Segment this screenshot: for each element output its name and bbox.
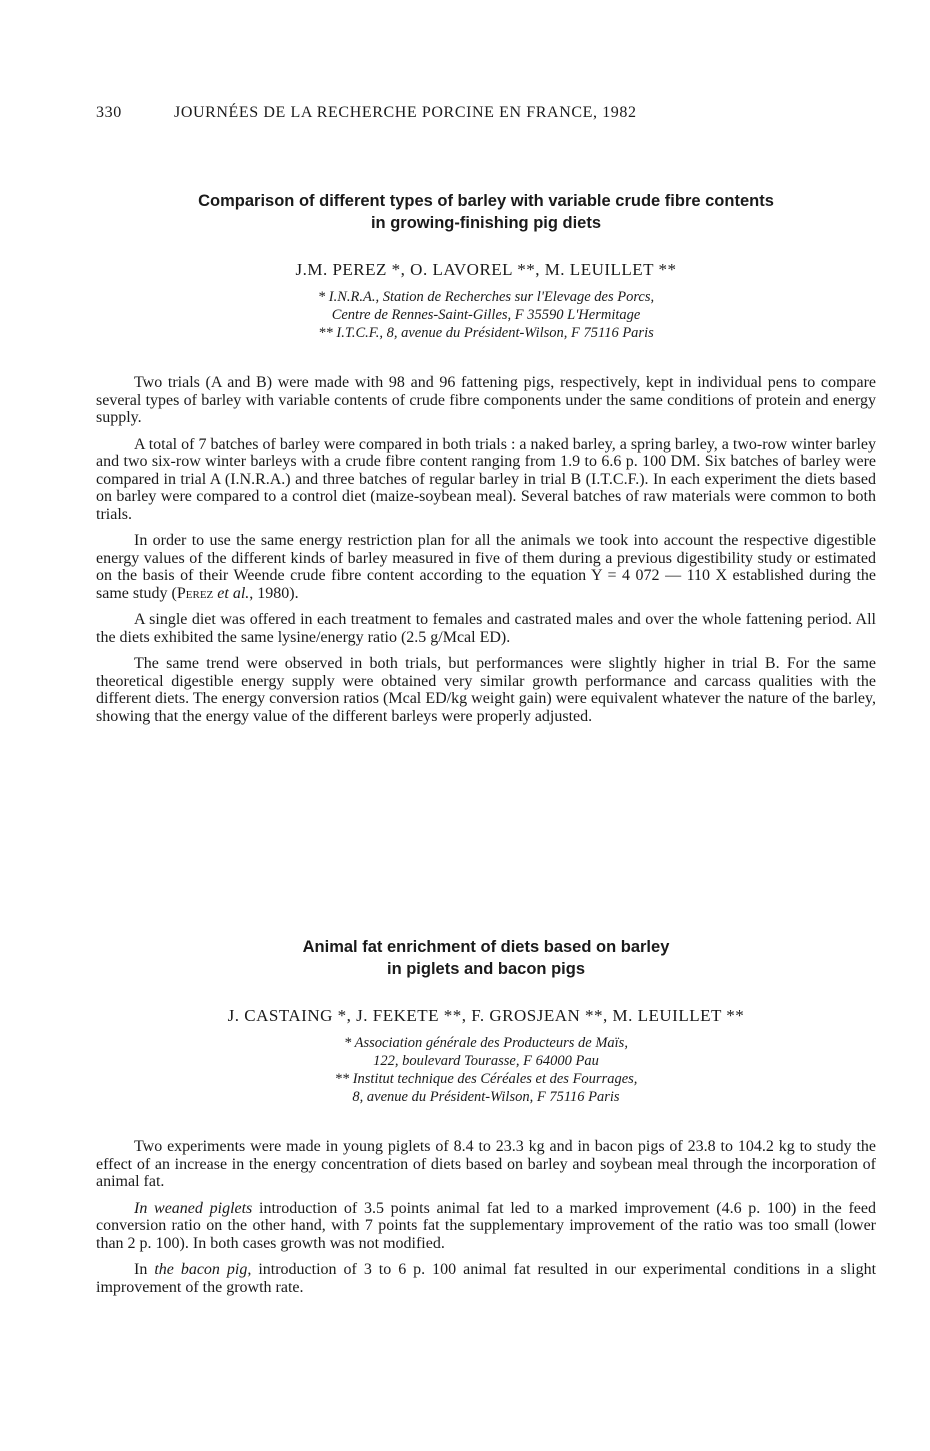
affiliation-line: 8, avenue du Président-Wilson, F 75116 Paris (352, 1089, 620, 1105)
affiliation-line: ** Institut technique des Céréales et des Fourrages, (334, 1071, 638, 1087)
affiliation-line: * Association générale des Producteurs de Maïs, (344, 1035, 628, 1051)
article-title-line: Animal fat enrichment of diets based on barley (302, 938, 670, 956)
paragraph: The same trend were observed in both trials, but performances were slightly higher in trial B. For the same theoretical digestible energy supply were obtained very similar growth performance and carcass qualities with the different diets. The energy conversion ratios (Mcal ED/kg weight gain) were equivalent whatever the nature of the barley, showing that the energy value of the different barleys were properly adjusted. (96, 655, 876, 725)
author-list: J.M. PEREZ *, O. LAVOREL **, M. LEUILLET ** (295, 260, 677, 279)
paragraph-emphasis: In weaned piglets (134, 1199, 253, 1217)
paragraph: Two trials (A and B) were made with 98 and 96 fattening pigs, respectively, kept in individual pens to compare several types of barley with variable contents of crude fibre components under the same conditions of protein and energy supply. (96, 374, 876, 426)
article-body (96, 1138, 876, 1296)
paragraph-text: introduction of 3 to 6 p. 100 animal fat resulted in our experimental conditions in a slight improvement of the growth rate. (96, 1261, 877, 1296)
article-barley-crude-fibre (96, 190, 876, 734)
article-title (96, 936, 876, 980)
affiliation-line: ** I.T.C.F., 8, avenue du Président-Wilson, F 75116 Paris (318, 325, 654, 341)
article-title-line: in piglets and bacon pigs (386, 960, 586, 978)
paragraph-text: In order to use the same energy restriction plan for all the animals we took into account the respective digestible energy values of the different kinds of barley measured in five of them during a previous digestibility study or estimated on the basis of their Weende crude fibre content according to the equation Y = 4 072 — 110 X established during the same study ( (96, 532, 876, 602)
paragraph-text: introduction of 3.5 points animal fat led to a marked improvement (4.6 p. 100) in the feed conversion ratio on the other hand, with 7 points fat the supplementary improvement of the ratio was too small (lower than 2 p. 100). In both cases growth was not modified. (96, 1199, 876, 1252)
paragraph-emphasis: the bacon pig, (154, 1261, 252, 1278)
page-number: 330 (96, 104, 122, 121)
paragraph (96, 1200, 876, 1253)
citation-etal: et al. (217, 584, 250, 602)
paragraph: A total of 7 batches of barley were compared in both trials : a naked barley, a spring barley, a two-row winter barley and two six-row winter barleys with a crude fibre content ranging from 1.9 to 6.6 p. 100 DM. Six batches of barley were compared in trial A (I.N.R.A.) and three batches of regular barley in trial B (I.T.C.F.). In each experiment the diets based on barley were compared to a control diet (maize-soybean meal). Several batches of raw materials were common to both trials. (96, 435, 876, 523)
affiliation-line: Centre de Rennes-Saint-Gilles, F 35590 L'Hermitage (331, 307, 641, 323)
affiliations (96, 288, 876, 342)
article-title (96, 190, 876, 234)
paragraph (96, 532, 876, 602)
article-title-line: in growing-finishing pig diets (370, 214, 602, 232)
paragraph: Two experiments were made in young piglets of 8.4 to 23.3 kg and in bacon pigs of 23.8 to 104.2 kg to study the effect of an increase in the energy concentration of diets based on barley and soybean meal through the incorporation of animal fat. (96, 1138, 876, 1190)
paragraph (96, 1261, 876, 1296)
article-body (96, 374, 876, 725)
affiliation-line: * I.N.R.A., Station de Recherches sur l'Elevage des Porcs, (317, 289, 655, 305)
article-title-line: Comparison of different types of barley with variable crude fibre contents (198, 192, 774, 210)
citation-year: , 1980). (249, 584, 299, 602)
citation-author: Perez (176, 584, 214, 602)
journal-title: JOURNÉES DE LA RECHERCHE PORCINE EN FRANCE, 1982 (174, 104, 637, 121)
affiliations (96, 1034, 876, 1106)
author-list: J. CASTAING *, J. FEKETE **, F. GROSJEAN **, M. LEUILLET ** (227, 1006, 745, 1025)
affiliation-line: 122, boulevard Tourasse, F 64000 Pau (373, 1053, 599, 1069)
article-animal-fat (96, 936, 876, 1305)
paragraph: A single diet was offered in each treatment to females and castrated males and over the whole fattening period. All the diets exhibited the same lysine/energy ratio (2.5 g/Mcal ED). (96, 611, 876, 646)
paragraph-text: In (134, 1261, 155, 1278)
running-head (96, 104, 856, 122)
